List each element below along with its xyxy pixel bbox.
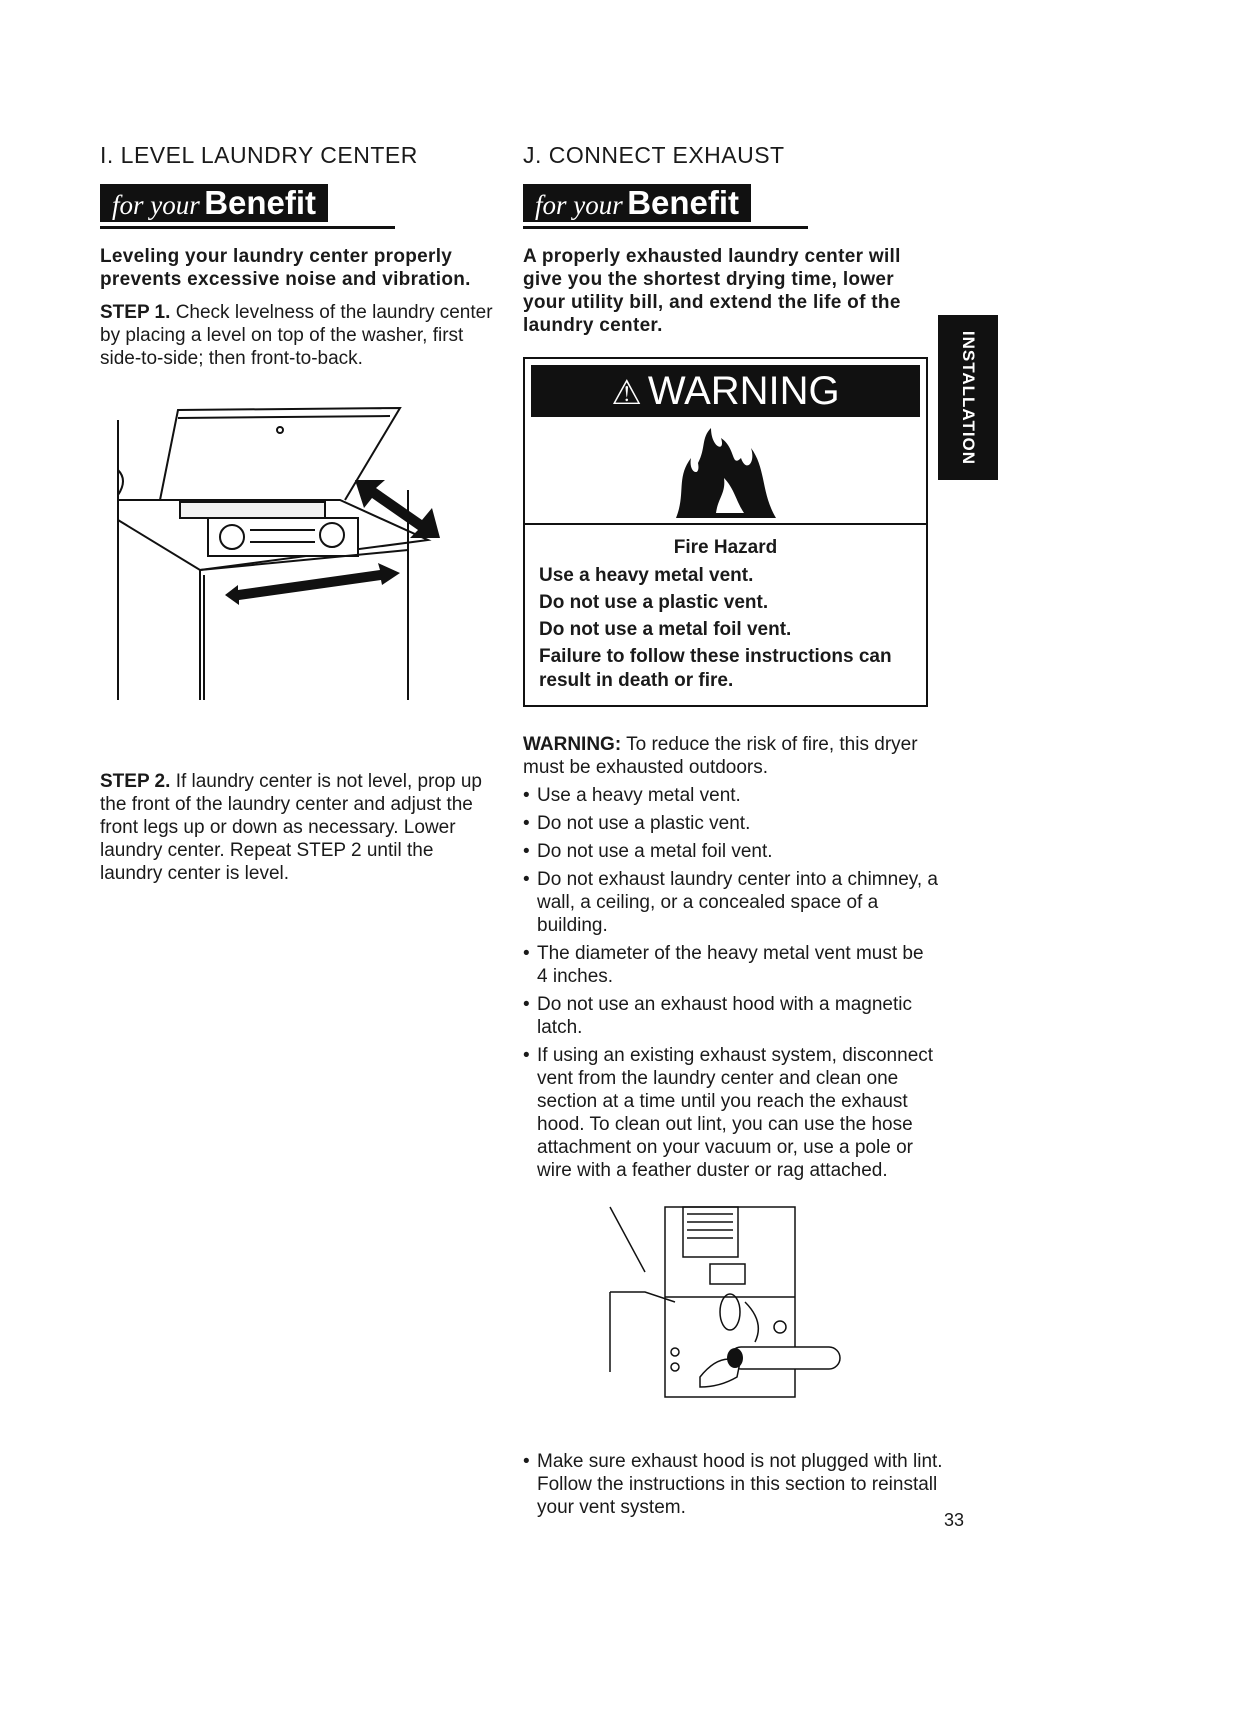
warning-box (523, 357, 928, 707)
step-1 (100, 301, 500, 370)
benefit-script: for your (112, 190, 200, 220)
step-2 (100, 770, 500, 885)
benefit-rule (523, 226, 808, 229)
benefit-word: Benefit (204, 184, 317, 221)
list-item: • Do not use an exhaust hood with a magnetic latch. (523, 993, 938, 1039)
warning-paragraph-label: WARNING: (523, 734, 622, 755)
vent-cleaning-illustration (605, 1202, 865, 1402)
step-1-label: STEP 1. (100, 302, 171, 323)
page-number: 33 (944, 1510, 965, 1530)
list-item: • The diameter of the heavy metal vent must be 4 inches. (523, 942, 938, 988)
warning-triangle-icon: ⚠ (611, 374, 642, 412)
hazard-title: Fire Hazard (673, 537, 778, 558)
step-1-text: Check levelness of the laundry center by placing a level on top of the washer, first side-to-side; then front-to-back. (100, 302, 493, 369)
list-item: • Do not use a plastic vent. (523, 812, 938, 835)
section-level-laundry-center (100, 140, 500, 885)
warning-body (525, 525, 926, 705)
warning-line: Use a heavy metal vent. (539, 565, 754, 586)
warning-paragraph-text: To reduce the risk of fire, this dryer must be exhausted outdoors. (523, 734, 918, 778)
warning-banner-text: WARNING (647, 369, 840, 413)
final-note-list (523, 1450, 943, 1519)
for-your-benefit-badge (523, 184, 751, 222)
benefit-rule (100, 226, 395, 229)
final-note (523, 1445, 943, 1519)
list-item: • Use a heavy metal vent. (523, 784, 938, 807)
section-connect-exhaust (523, 140, 938, 1402)
fire-icon (656, 423, 796, 523)
section-title: I. LEVEL LAUNDRY CENTER (100, 142, 418, 168)
for-your-benefit-badge (100, 184, 328, 222)
installation-tab-label: INSTALLATION (959, 330, 978, 465)
warning-line: Do not use a metal foil vent. (539, 619, 792, 640)
washer-level-illustration (100, 390, 490, 710)
warning-line: Do not use a plastic vent. (539, 592, 769, 613)
benefit-script: for your (535, 190, 623, 220)
list-item: • Make sure exhaust hood is not plugged with lint. Follow the instructions in this section to reinstall your vent system. (523, 1450, 943, 1519)
lead-text: Leveling your laundry center properly prevents excessive noise and vibration. (100, 246, 471, 290)
section-title: J. CONNECT EXHAUST (523, 142, 785, 168)
lead-text: A properly exhausted laundry center will give you the shortest drying time, lower your utility bill, and extend the life of the laundry center. (523, 246, 901, 336)
step-2-label: STEP 2. (100, 771, 171, 792)
benefit-word: Benefit (627, 184, 740, 221)
vent-requirements-list (523, 784, 938, 1182)
warning-banner (531, 365, 920, 417)
warning-line: Failure to follow these instructions can result in death or fire. (539, 646, 892, 691)
installation-tab (938, 315, 998, 480)
warning-paragraph (523, 733, 938, 779)
list-item: • Do not use a metal foil vent. (523, 840, 938, 863)
list-item: • If using an existing exhaust system, disconnect vent from the laundry center and clean one section at a time until you reach the exhaust hood. To clean out lint, you can use the hose attachment on your vacuum or, use a pole or wire with a feather duster or rag attached. (523, 1044, 938, 1182)
list-item: • Do not exhaust laundry center into a chimney, a wall, a ceiling, or a concealed space of a building. (523, 868, 938, 937)
step-2-text: If laundry center is not level, prop up the front of the laundry center and adjust the front legs up or down as necessary. Lower laundry center. Repeat STEP 2 until the laundry center is level. (100, 771, 482, 884)
